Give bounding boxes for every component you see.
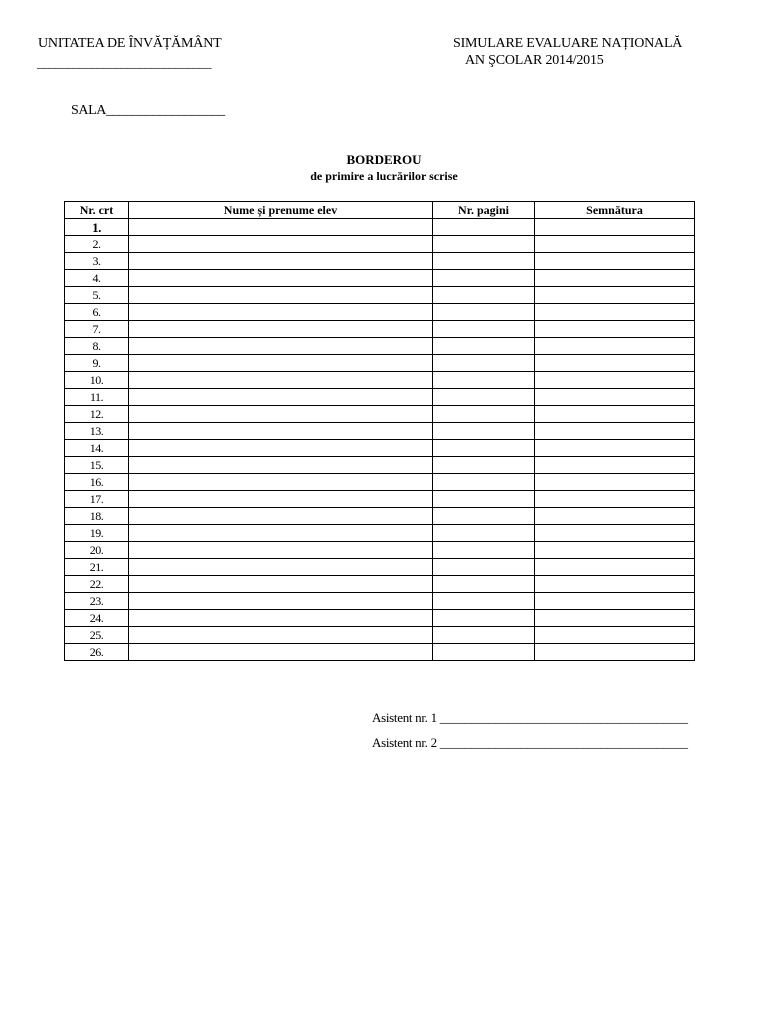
page-count-cell: [433, 236, 535, 253]
page-count-cell: [433, 304, 535, 321]
student-name-cell: [129, 610, 433, 627]
page-count-cell: [433, 355, 535, 372]
table-row: [65, 491, 695, 508]
signature-cell: [535, 644, 695, 661]
row-number-cell: 7.: [65, 321, 129, 338]
student-name-cell: [129, 423, 433, 440]
page-count-cell: [433, 321, 535, 338]
table-row: [65, 542, 695, 559]
table-row: [65, 644, 695, 661]
signature-cell: [535, 253, 695, 270]
signature-cell: [535, 593, 695, 610]
page-count-cell: [433, 338, 535, 355]
row-number-cell: 2.: [65, 236, 129, 253]
school-label: UNITATEA DE ÎNVĂȚĂMÂNT: [38, 36, 222, 51]
row-number-cell: 23.: [65, 593, 129, 610]
table-row: [65, 287, 695, 304]
page-count-cell: [433, 440, 535, 457]
school-name-line: _____________________________: [37, 55, 211, 70]
signature-cell: [535, 219, 695, 236]
row-number-cell: 25.: [65, 627, 129, 644]
table-row: [65, 389, 695, 406]
page-count-cell: [433, 627, 535, 644]
student-name-cell: [129, 372, 433, 389]
table-body: [65, 219, 695, 661]
signature-cell: [535, 627, 695, 644]
table-header-row: [65, 202, 695, 219]
student-name-cell: [129, 287, 433, 304]
signature-cell: [535, 236, 695, 253]
row-number-cell: 14.: [65, 440, 129, 457]
signature-cell: [535, 321, 695, 338]
signature-cell: [535, 372, 695, 389]
row-number-cell: 18.: [65, 508, 129, 525]
room-label: SALA__________________: [71, 103, 225, 118]
table-row: [65, 321, 695, 338]
table-row: [65, 304, 695, 321]
document-subtitle: de primire a lucrărilor scrise: [310, 169, 458, 183]
signature-cell: [535, 559, 695, 576]
table-row: [65, 457, 695, 474]
student-name-cell: [129, 440, 433, 457]
signature-cell: [535, 338, 695, 355]
row-number-cell: 5.: [65, 287, 129, 304]
exam-title: SIMULARE EVALUARE NAȚIONALĂ: [453, 36, 683, 51]
row-number-cell: 21.: [65, 559, 129, 576]
assistant-2-signature-line: Asistent nr. 2 ________________________________________: [372, 735, 688, 750]
page-count-cell: [433, 253, 535, 270]
row-number-cell: 19.: [65, 525, 129, 542]
student-name-cell: [129, 338, 433, 355]
signature-cell: [535, 508, 695, 525]
page-count-cell: [433, 576, 535, 593]
row-number-cell: 22.: [65, 576, 129, 593]
student-name-cell: [129, 593, 433, 610]
row-number-cell: 12.: [65, 406, 129, 423]
school-year: AN ŞCOLAR 2014/2015: [465, 53, 604, 68]
signature-cell: [535, 542, 695, 559]
student-name-cell: [129, 219, 433, 236]
signature-cell: [535, 270, 695, 287]
signature-cell: [535, 610, 695, 627]
document-title: BORDEROU: [346, 152, 422, 167]
row-number-cell: 1.: [65, 219, 129, 236]
table-row: [65, 355, 695, 372]
signature-cell: [535, 423, 695, 440]
student-name-cell: [129, 253, 433, 270]
page-count-cell: [433, 457, 535, 474]
student-name-cell: [129, 627, 433, 644]
student-name-cell: [129, 321, 433, 338]
signature-cell: [535, 287, 695, 304]
student-name-cell: [129, 644, 433, 661]
row-number-cell: 15.: [65, 457, 129, 474]
page-count-cell: [433, 491, 535, 508]
student-name-cell: [129, 491, 433, 508]
signature-cell: [535, 440, 695, 457]
table-row: [65, 593, 695, 610]
row-number-cell: 8.: [65, 338, 129, 355]
table-row: [65, 423, 695, 440]
page-count-cell: [433, 474, 535, 491]
signature-cell: [535, 525, 695, 542]
row-number-cell: 3.: [65, 253, 129, 270]
student-name-cell: [129, 406, 433, 423]
page-count-cell: [433, 525, 535, 542]
row-number-cell: 9.: [65, 355, 129, 372]
student-register-table: [64, 201, 695, 661]
row-number-cell: 17.: [65, 491, 129, 508]
table-row: [65, 236, 695, 253]
student-name-cell: [129, 576, 433, 593]
student-name-cell: [129, 474, 433, 491]
table-row: [65, 338, 695, 355]
column-header-nr: Nr. crt: [65, 202, 129, 219]
row-number-cell: 6.: [65, 304, 129, 321]
student-name-cell: [129, 355, 433, 372]
table-row: [65, 440, 695, 457]
row-number-cell: 10.: [65, 372, 129, 389]
page-count-cell: [433, 287, 535, 304]
column-header-signature: Semnătura: [535, 202, 695, 219]
signature-cell: [535, 304, 695, 321]
table-row: [65, 559, 695, 576]
page-count-cell: [433, 406, 535, 423]
row-number-cell: 11.: [65, 389, 129, 406]
table-row: [65, 270, 695, 287]
table-row: [65, 525, 695, 542]
row-number-cell: 16.: [65, 474, 129, 491]
signature-cell: [535, 406, 695, 423]
student-name-cell: [129, 457, 433, 474]
student-name-cell: [129, 525, 433, 542]
signature-cell: [535, 491, 695, 508]
signature-cell: [535, 576, 695, 593]
table-row: [65, 253, 695, 270]
student-name-cell: [129, 508, 433, 525]
signature-cell: [535, 474, 695, 491]
page-count-cell: [433, 644, 535, 661]
page-count-cell: [433, 542, 535, 559]
page-count-cell: [433, 219, 535, 236]
table-row: [65, 474, 695, 491]
page-count-cell: [433, 372, 535, 389]
signature-cell: [535, 355, 695, 372]
column-header-name: Nume și prenume elev: [129, 202, 433, 219]
table-row: [65, 508, 695, 525]
row-number-cell: 24.: [65, 610, 129, 627]
assistant-1-signature-line: Asistent nr. 1 ________________________________________: [372, 710, 688, 725]
page-count-cell: [433, 270, 535, 287]
signature-cell: [535, 389, 695, 406]
student-name-cell: [129, 304, 433, 321]
page-count-cell: [433, 610, 535, 627]
student-name-cell: [129, 559, 433, 576]
page-count-cell: [433, 508, 535, 525]
page-count-cell: [433, 559, 535, 576]
table-row: [65, 372, 695, 389]
table-row: [65, 610, 695, 627]
table-row: [65, 219, 695, 236]
table-row: [65, 627, 695, 644]
table-row: [65, 576, 695, 593]
student-name-cell: [129, 542, 433, 559]
row-number-cell: 13.: [65, 423, 129, 440]
student-name-cell: [129, 389, 433, 406]
page-count-cell: [433, 389, 535, 406]
row-number-cell: 4.: [65, 270, 129, 287]
row-number-cell: 20.: [65, 542, 129, 559]
row-number-cell: 26.: [65, 644, 129, 661]
column-header-pages: Nr. pagini: [433, 202, 535, 219]
table-row: [65, 406, 695, 423]
page-count-cell: [433, 593, 535, 610]
page-count-cell: [433, 423, 535, 440]
student-name-cell: [129, 236, 433, 253]
signature-cell: [535, 457, 695, 474]
student-name-cell: [129, 270, 433, 287]
